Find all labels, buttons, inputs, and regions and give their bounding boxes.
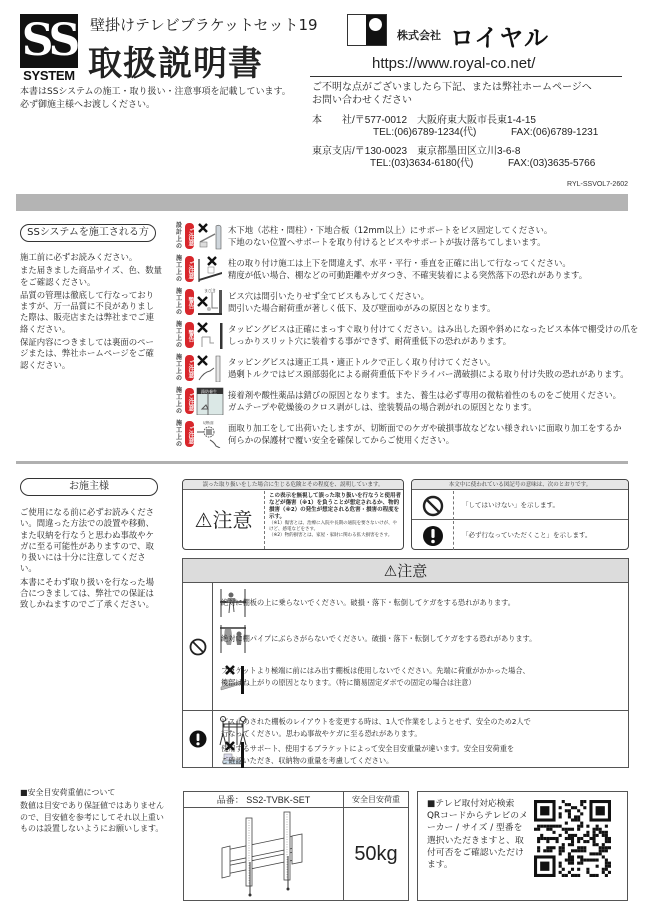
- caution-badge: ご注意: [185, 421, 194, 447]
- owner-pill: お施主様: [20, 478, 158, 496]
- caution-text: 絶対に棚板の上に乗らないでください。破損・落下・転倒してケガをする恐れがあります。: [221, 598, 515, 607]
- caution-text: [228, 224, 552, 248]
- ss-system-logo: [20, 14, 78, 84]
- product-code-label: 品番：: [216, 795, 244, 805]
- safety-load-heading: ■安全目安荷重値について: [20, 788, 116, 797]
- caution-line: 下地のない位置へサポートを取り付けるとビスやサポートが抜け落ちてしまいます。: [228, 237, 546, 247]
- caution-table-title: ⚠注意: [183, 559, 628, 583]
- caution-label: ⚠注意: [183, 491, 265, 549]
- head-office-fax: FAX:(06)6789-1231: [511, 127, 599, 138]
- prohibited-icon: [189, 638, 207, 656]
- head-office-tel: TEL:(06)6789-1234(代): [373, 127, 477, 138]
- product-load-table: [183, 791, 409, 901]
- prohibited-icon: [412, 491, 454, 520]
- divider: [310, 76, 622, 77]
- caution-text: [228, 323, 638, 347]
- installer-note: また届きました商品サイズ、色、数量をご確認ください。: [20, 265, 162, 287]
- prohibited-column: [183, 583, 213, 710]
- symbol-meaning: 「必ず行なっていただくこと」を示します。: [462, 531, 592, 539]
- section-divider: [16, 461, 628, 464]
- svg-text:切断面: 切断面: [203, 421, 214, 425]
- caution-line: 面取り加工をして出荷いたしますが、切断面でのケガや破損事故などない様きれいに面取り加工をするか: [228, 423, 622, 433]
- caution-badge: ご注意: [185, 355, 194, 381]
- symbol-meaning: 「してはいけない」を示します。: [462, 501, 559, 509]
- tv-bracket-illustration: [184, 808, 344, 900]
- contact-note-line: ご不明な点がございましたら下記、または弊社ホームページへ: [312, 82, 592, 93]
- caution-line: 間引いた場合耐荷重が著しく低下、及び壁面ゆがみの原因となります。: [228, 303, 496, 313]
- caution-line: しっかりスリット穴に装着する事ができず、耐荷重低下の恐れがあります。: [228, 336, 512, 346]
- installer-note: 品質の管理は徹底して行なっておりますが、万一品質に不良がありました際は、販売店または弊社までご連絡ください。: [20, 289, 154, 334]
- stage-label: 施工上の: [176, 321, 183, 349]
- caution-line: タッピングビスは正確にまっすぐ取り付けてください。はみ出した頭や斜めになったビス本体で棚受けの爪を: [228, 324, 639, 334]
- symbol-legend-row: [412, 491, 628, 520]
- caution-line: 過剰トルクではビス頭部弱化による耐荷重低下やドライバー溝破損による取り付け失敗の恐れがあります。: [228, 369, 629, 379]
- installer-caution-row: [176, 354, 646, 384]
- load-header: 安全目安荷重: [344, 792, 408, 808]
- caution-line: 接着剤や酸性薬品は錆びの原因となります。また、養生は必ず専用の微粘着性のものをご使用ください。: [228, 390, 621, 400]
- wall-stud-screw-icon: [196, 222, 224, 250]
- caution-line: ガムテープや乾燥後のクロス剥がしは、塗装製品の場合剥がれの原因となります。: [228, 402, 537, 412]
- contact-note-line: お問い合わせください: [312, 95, 412, 106]
- mandatory-icon: [412, 521, 454, 550]
- contact-note: [312, 81, 592, 107]
- caution-badge: ご注意: [185, 256, 194, 282]
- rust-prevention-icon: [196, 387, 224, 415]
- intro-text: [20, 86, 291, 112]
- royal-logo-mark: [347, 14, 387, 46]
- installer-caution-row: [176, 420, 646, 450]
- caution-text: [228, 389, 621, 413]
- caution-line: タッピングビスは適正工具・適正トルクで正しく取り付けてください。: [228, 357, 496, 367]
- safety-load-note: 数値は目安であり保証値ではありませんので、目安値を参考にしてそれ以上重いものは設置しないようにお願いします。: [20, 801, 164, 833]
- caution-text: ビス止めされた棚板のレイアウトを変更する時は、1人で作業をしようとせず、安全のため2人で: [221, 717, 531, 726]
- page-title: 取扱説明書: [88, 44, 263, 84]
- caution-table: [182, 558, 629, 768]
- cut-edge-icon: [196, 420, 224, 448]
- stage-label: 施工上の: [176, 354, 183, 382]
- stage-label: 施工上の: [176, 255, 183, 283]
- caution-badge: ご注意: [185, 223, 194, 249]
- caution-line: 精度が低い場合、棚などの可動距離やガタつき、不確実装着による突然落下の恐れがあります。: [228, 270, 588, 280]
- caution-text: [228, 257, 587, 281]
- warning-badge: 警告: [185, 322, 194, 348]
- head-office-address: 本 社/〒577-0012 大阪府東大阪市長東1-4-15: [312, 115, 536, 126]
- stage-label: 施工上の: [176, 288, 183, 316]
- caution-box-header: 誤った取り扱いをした場合に生じる危険とその程度を、説明しています。: [183, 480, 403, 490]
- installer-caution-row: [176, 387, 646, 417]
- caution-text: ブラケットより極端に前にはみ出す棚板は使用しないでください。先端に荷重がかかった場合、: [221, 666, 530, 675]
- owner-notes: [20, 507, 162, 613]
- caution-text: ご確認いただき、収納物の重量を考慮してください。: [221, 756, 394, 765]
- document-code: RYL-SSVOL7-2602: [567, 181, 628, 188]
- caution-text: 行なってください。思わぬ事故やケガに至る恐れがあります。: [221, 729, 422, 738]
- caution-text: 絶対に棚パイプにぶらさがらないでください。破損・落下・転倒してケガをする恐れがあります。: [221, 634, 537, 643]
- caution-text: 後部はね上がりの原因となります。（特に簡易固定ダボでの固定の場合は注意）: [221, 678, 476, 687]
- caution-badge: ご注意: [185, 388, 194, 414]
- symbol-legend-box: [411, 479, 629, 550]
- product-subtitle: 壁掛けテレビブラケットセット19: [90, 16, 318, 34]
- logo-ss-mark: SS: [21, 15, 77, 66]
- company-name: ロイヤル: [450, 25, 550, 52]
- installer-pill: SSシステムを施工される方: [20, 224, 156, 242]
- tokyo-office-tel: TEL:(03)3634-6180(代): [370, 158, 474, 169]
- svg-text:錆防養生: 錆防養生: [201, 389, 217, 394]
- load-value: 50kg: [354, 843, 398, 865]
- stage-label: 設計上の: [176, 222, 183, 250]
- intro-line: 必ず御施主様へお渡しください。: [20, 100, 156, 110]
- installer-caution-row: [176, 222, 646, 252]
- qr-heading: ■テレビ取付対応検索: [427, 799, 515, 809]
- installer-caution-row: [176, 321, 646, 351]
- warning-badge: 警告: [185, 289, 194, 315]
- level-post-icon: [196, 255, 224, 283]
- installer-note: 保証内容につきましては裏面のページまたは、弊社ホームページをご確認ください。: [20, 337, 154, 370]
- caution-definition-box: [182, 479, 404, 550]
- caution-text: [228, 356, 629, 380]
- skip-screw-icon: [196, 288, 224, 316]
- caution-line: 何らかの保護材で覆い安全を確保してからご使用ください。: [228, 435, 455, 445]
- caution-body: この表示を無視して誤った取り扱いを行なうと使用者などが傷害（※1）を負うことが想定されるか、物的損害（※2）の発生が想定される危害・損害の程度を示す。: [269, 493, 402, 520]
- website-link[interactable]: https://www.royal-co.net/: [372, 55, 536, 72]
- symbol-legend-header: 本文中に使われている図記号の意味は、次のとおりです。: [412, 480, 628, 490]
- qr-code-icon[interactable]: [534, 800, 611, 877]
- qr-text-block: [427, 798, 531, 871]
- installer-notes: [20, 252, 162, 373]
- logo-system-text: SYSTEM: [23, 68, 75, 83]
- caution-text: [228, 422, 621, 446]
- installer-caution-row: [176, 255, 646, 285]
- mandatory-icon: [189, 730, 207, 748]
- caution-line: 柱の取り付け施工は上下を間違えず、水平・平行・垂直を正確に出して行なってください。: [228, 258, 571, 268]
- caution-definition: [269, 493, 401, 539]
- caution-line: 木下地（芯柱・間柱）・下地合板（12mm以上）にサポートをビス固定してください。: [228, 225, 553, 235]
- section-band: [16, 194, 628, 211]
- qr-description: QRコードからテレビのメーカー / サイズ / 型番を選択いただきますと、取付可否をご確認いただけます。: [427, 811, 528, 871]
- tokyo-office-address: 東京支店/〒130-0023 東京都墨田区立川3-6-8: [312, 146, 521, 157]
- company-prefix: 株式会社: [397, 29, 441, 42]
- installer-caution-row: [176, 288, 646, 318]
- tv-compatibility-qr-box: [417, 791, 628, 901]
- mandatory-column: [183, 711, 213, 767]
- row-divider: [183, 710, 628, 711]
- caution-text: 使用するサポート、使用するブラケットによって安全目安重量が違います。安全目安荷重を: [221, 744, 515, 753]
- product-code-header: [184, 792, 344, 808]
- svg-text:まびき: まびき: [204, 288, 216, 293]
- caution-line: ビス穴は間引いたりせず全てビスもみしてください。: [228, 291, 429, 301]
- owner-note: ご使用になる前に必ずお読みください。間違った方法での設置や移動、また収納を行なうと思わぬ事故やケガに至る可能性がありますので、取り扱いには十分に注意してください。: [20, 507, 154, 574]
- stage-label: 施工上の: [176, 420, 183, 448]
- stage-label: 施工上の: [176, 387, 183, 415]
- tapping-screw-icon: [196, 321, 224, 349]
- caution-text: [228, 290, 495, 314]
- caution-note: （※1）傷害とは、治療に入院や長期の通院を要さないけが、やけど、感電などをさす。: [269, 521, 398, 532]
- torque-driver-icon: [196, 354, 224, 382]
- owner-note: 本書にそわず取り扱いを行なった場合につきましては、弊社での保証は致しかねますのでご了承ください。: [20, 576, 154, 610]
- installer-note: 施工前に必ずお読みください。: [20, 252, 138, 262]
- caution-note: （※2）物的損害とは、家屋・家財に関わる拡大損害をさす。: [269, 533, 393, 538]
- tokyo-office-fax: FAX:(03)3635-5766: [508, 158, 596, 169]
- intro-line: 本書はSSシステムの施工・取り扱い・注意事項を記載しています。: [20, 87, 291, 97]
- symbol-legend-row: [412, 521, 628, 550]
- product-code: SS2-TVBK-SET: [246, 795, 311, 805]
